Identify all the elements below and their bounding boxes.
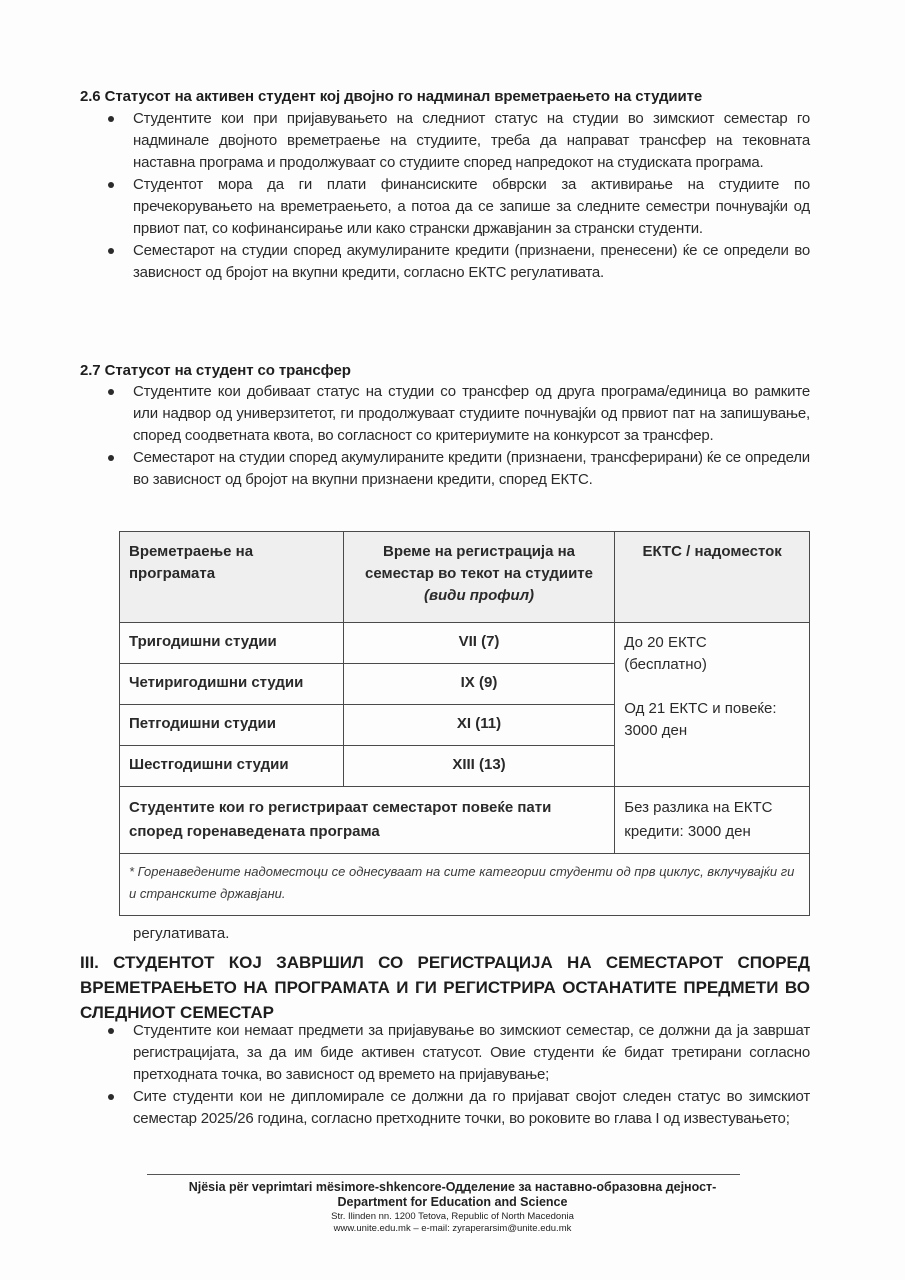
program-cell: Четиригодишни студии — [120, 664, 344, 705]
header-ects-fee: ЕКТС / надоместок — [615, 532, 810, 623]
continuation-text: регулативата. — [133, 925, 230, 942]
list-item: Студентите кои добиваат статус на студии со трансфер од друга програма/единица во рамките или надвор од универзитетот, ги продолжуваат студиите почнувајќи од првиот пат на запишување, според соодветната квота, во согласност со критериумите на конкурсот за трансфер. — [105, 381, 810, 447]
list-item: Семестарот на студии според акумулираните кредити (признаени, трансферирани) ќе се определи во зависност од бројот на вкупни признаени кредити, според ЕКТС. — [105, 447, 810, 491]
table-note: * Горенаведените надоместоци се однесуваат на сите категории студенти од прв циклус, вклучувајќи ги и странските државјани. — [120, 854, 810, 916]
table-header-row — [120, 532, 810, 623]
ects-fee-cell: До 20 ЕКТС (бесплатно) Од 21 ЕКТС и повеќе: 3000 ден — [615, 623, 810, 787]
footer-department-multilingual: Njësia për veprimtari mësimore-shkencore-Одделение за наставно-образовна дејност- — [188, 1180, 717, 1194]
semester-cell: VII (7) — [343, 623, 615, 664]
table-row — [120, 623, 810, 664]
list-item: Сите студенти кои не дипломирале се должни да го пријават својот следен статус во зимскиот семестар 2025/26 година, согласно претходните точки, во роковите во глава I од известувањето; — [105, 1086, 810, 1130]
section-III-heading: III. СТУДЕНТОТ КОЈ ЗАВРШИЛ СО РЕГИСТРАЦИЈА НА СЕМЕСТАРОТ СПОРЕД ВРЕМЕТРАЕЊЕТО НА ПРОГРАМАТА И ГИ РЕГИСТРИРА ОСТАНАТИТЕ ПРЕДМЕТИ ВО СЛЕДНИОТ СЕМЕСТАР — [80, 953, 810, 1022]
bullet-icon — [108, 182, 114, 188]
table-note-row — [120, 854, 810, 916]
section-III-list — [105, 1020, 810, 1130]
semester-cell: IX (9) — [343, 664, 615, 705]
list-item: Студентот мора да ги плати финансиските обврски за активирање на студиите по пречекорувањето на времетраењето, а потоа да се запише за следните семестри почнувајќи од првиот пат, со кофинансирање или како странски државјанин за странски студенти. — [105, 174, 810, 240]
section-2-7-list — [105, 381, 810, 491]
bullet-icon — [108, 116, 114, 122]
bullet-icon — [108, 455, 114, 461]
footer-divider — [147, 1174, 740, 1175]
section-2-6-heading: 2.6 Статусот на активен студент кој двојно го надминал времетраењето на студиите — [80, 88, 703, 105]
footer-contact: www.unite.edu.mk – e-mail: zyraperarsim@unite.edu.mk — [333, 1223, 572, 1234]
list-item: Студентите кои при пријавувањето на следниот статус на студии во зимскиот семестар го надминале двојното времетраење на студиите, треба да направат трансфер на тековната наставна програма и продолжуваат со студиите според напредокот на студиската програма. — [105, 108, 810, 174]
list-item: Студентите кои немаат предмети за пријавување во зимскиот семестар, се должни да ја завршат регистрацијата, за да им биде активен статусот. Овие студенти ќе бидат третирани согласно претходната точка, во зависност од времето на пријавување; — [105, 1020, 810, 1086]
semester-cell: XIII (13) — [343, 746, 615, 787]
program-cell: Шестгодишни студии — [120, 746, 344, 787]
bullet-icon — [108, 389, 114, 395]
program-cell: Тригодишни студии — [120, 623, 344, 664]
bullet-icon — [108, 248, 114, 254]
semester-cell: XI (11) — [343, 705, 615, 746]
repeat-registration-fee: Без разлика на ЕКТС кредити: 3000 ден — [615, 787, 810, 854]
fee-table — [119, 531, 810, 916]
table-row-repeat — [120, 787, 810, 854]
footer-address: Str. Ilinden nn. 1200 Tetova, Republic of North Macedonia — [331, 1211, 574, 1222]
footer-department-english: Department for Education and Science — [337, 1195, 568, 1209]
program-cell: Петгодишни студии — [120, 705, 344, 746]
bullet-icon — [108, 1028, 114, 1034]
section-2-7-heading: 2.7 Статусот на студент со трансфер — [80, 362, 351, 379]
list-item: Семестарот на студии според акумулираните кредити (признаени, пренесени) ќе се определи во зависност од бројот на вкупни кредити, согласно ЕКТС регулативата. — [105, 240, 810, 284]
header-program-duration: Времетраење на програмата — [120, 532, 344, 623]
bullet-icon — [108, 1094, 114, 1100]
header-registration-time: Време на регистрација на семестар во текот на студиите (види профил) — [343, 532, 615, 623]
section-2-6-list — [105, 108, 810, 284]
repeat-registration-label: Студентите кои го регистрираат семестарот повеќе пати според горенаведената програма — [120, 787, 615, 854]
